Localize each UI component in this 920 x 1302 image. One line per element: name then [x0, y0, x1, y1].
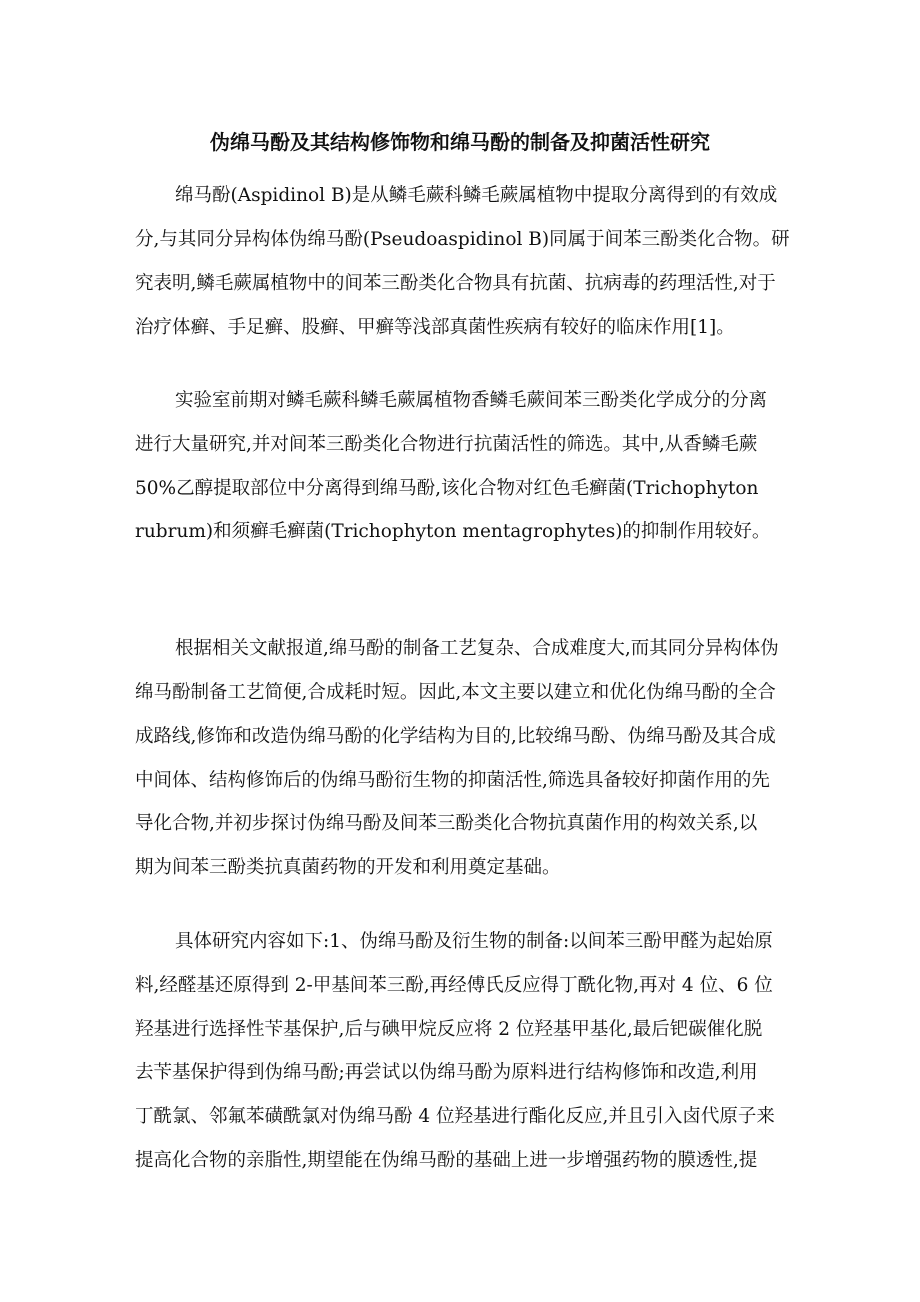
text-line: rubrum)和须癣毛癣菌(Trichophyton mentagrophytes)的抑制作用较好。 [135, 521, 771, 542]
text-line: 羟基进行选择性苄基保护,后与碘甲烷反应将 2 位羟基甲基化,最后钯碳催化脱 [135, 1019, 763, 1040]
text-line: 导化合物,并初步探讨伪绵马酚及间苯三酚类化合物抗真菌作用的构效关系,以 [135, 813, 758, 834]
text-line: 去苄基保护得到伪绵马酚;再尝试以伪绵马酚为原料进行结构修饰和改造,利用 [135, 1062, 758, 1083]
text-line: 料,经醛基还原得到 2-甲基间苯三酚,再经傅氏反应得丁酰化物,再对 4 位、6 位 [135, 975, 773, 996]
text-line: 根据相关文献报道,绵马酚的制备工艺复杂、合成难度大,而其同分异构体伪 [175, 638, 779, 659]
text-line: 究表明,鳞毛蕨属植物中的间苯三酚类化合物具有抗菌、抗病毒的药理活性,对于 [135, 273, 776, 294]
text-line: 提高化合物的亲脂性,期望能在伪绵马酚的基础上进一步增强药物的膜透性,提 [135, 1150, 758, 1171]
text-line: 中间体、结构修饰后的伪绵马酚衍生物的抑菌活性,筛选具备较好抑菌作用的先 [135, 770, 770, 791]
text-line: 进行大量研究,并对间苯三酚类化合物进行抗菌活性的筛选。其中,从香鳞毛蕨 [135, 434, 758, 455]
text-line: 丁酰氯、邻氟苯磺酰氯对伪绵马酚 4 位羟基进行酯化反应,并且引入卤代原子来 [135, 1106, 775, 1127]
text-line: 50%乙醇提取部位中分离得到绵马酚,该化合物对红色毛癣菌(Trichophyton [135, 478, 759, 499]
text-line: 实验室前期对鳞毛蕨科鳞毛蕨属植物香鳞毛蕨间苯三酚类化学成分的分离 [175, 390, 768, 411]
text-line: 绵马酚制备工艺简便,合成耗时短。因此,本文主要以建立和优化伪绵马酚的全合 [135, 682, 776, 703]
text-line: 具体研究内容如下:1、伪绵马酚及衍生物的制备:以间苯三酚甲醛为起始原 [175, 931, 773, 952]
text-line: 分,与其同分异构体伪绵马酚(Pseudoaspidinol B)同属于间苯三酚类化合物。研 [135, 229, 790, 250]
text-line: 治疗体癣、手足癣、股癣、甲癣等浅部真菌性疾病有较好的临床作用[1]。 [135, 317, 735, 338]
text-line: 成路线,修饰和改造伪绵马酚的化学结构为目的,比较绵马酚、伪绵马酚及其合成 [135, 726, 776, 747]
document-title: 伪绵马酚及其结构修饰物和绵马酚的制备及抑菌活性研究 [210, 130, 710, 154]
text-line: 期为间苯三酚类抗真菌药物的开发和利用奠定基础。 [135, 857, 561, 878]
text-line: 绵马酚(Aspidinol B)是从鳞毛蕨科鳞毛蕨属植物中提取分离得到的有效成 [175, 185, 778, 206]
